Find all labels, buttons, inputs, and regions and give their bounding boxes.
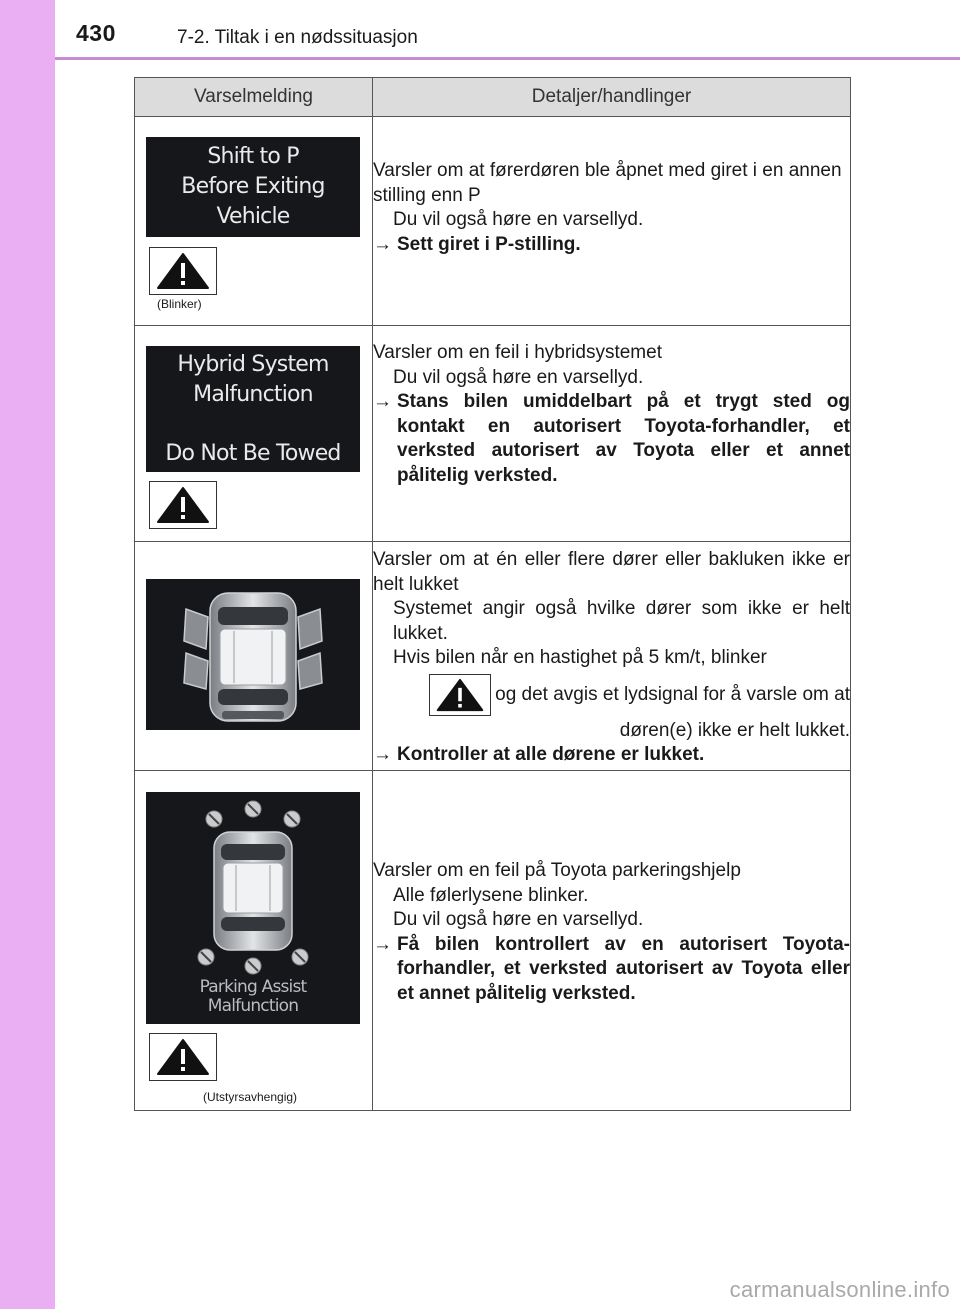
details-cell	[373, 542, 851, 771]
arrow-icon: →	[373, 933, 392, 955]
message-cell	[135, 117, 373, 326]
screen-line: Malfunction	[207, 996, 299, 1016]
warning-light-box	[429, 674, 491, 716]
table-row	[135, 542, 851, 771]
warning-triangle-icon	[156, 252, 210, 290]
screen-line: Malfunction	[193, 382, 313, 407]
warning-triangle-icon	[435, 678, 485, 712]
watermark: carmanualsonline.info	[729, 1277, 950, 1302]
caption-equipment-dependent: (Utstyrsavhengig)	[203, 1090, 298, 1104]
details-cell	[373, 771, 851, 1111]
action-text: Stans bilen umiddelbart på et trygt sted og kontakt en autorisert Toyota-forhandler, et verksted autorisert av Toyota eller et annet pålitelig verksted.	[397, 391, 850, 486]
message-cell	[135, 542, 373, 771]
action-text: Kontroller at alle dørene er lukket.	[397, 744, 705, 766]
detail-text: Hvis bilen når en hastighet på 5 km/t, blinker	[393, 647, 767, 669]
column-header-details: Detaljer/handlinger	[373, 78, 851, 117]
column-header-message: Varselmelding	[135, 78, 373, 117]
message-description: Varsler om at én eller flere dører eller bakluken ikke er helt lukket	[373, 549, 850, 595]
warning-light-box	[149, 481, 217, 529]
arrow-icon: →	[373, 391, 392, 412]
screen-line: Parking Assist	[199, 977, 307, 997]
action-instruction	[373, 933, 850, 1007]
car-doors-open-icon	[146, 579, 360, 730]
screen-line: Before Exiting	[181, 174, 325, 199]
table-row	[135, 326, 851, 542]
action-instruction	[373, 390, 850, 488]
detail-text: Alle følerlysene blinker.	[393, 884, 589, 906]
screen-line: Do Not Be Towed	[165, 441, 341, 466]
action-instruction	[373, 743, 850, 768]
detail-text: Du vil også høre en varsellyd.	[393, 366, 644, 388]
table-row	[135, 771, 851, 1111]
screen-line: Shift to P	[207, 144, 299, 169]
display-screen-shift-to-p	[146, 137, 360, 237]
detail-text: Du vil også høre en varsellyd.	[393, 209, 644, 230]
screen-text-block	[146, 978, 360, 1016]
details-cell	[373, 326, 851, 542]
message-cell	[135, 771, 373, 1111]
message-description: Varsler om en feil i hybridsystemet	[373, 342, 662, 363]
caption-blinking: (Blinker)	[157, 297, 202, 311]
detail-text: og det avgis et lydsignal for å varsle om at døren(e) ikke er helt lukket.	[495, 683, 850, 741]
page-number: 430	[76, 20, 116, 46]
screen-line: Vehicle	[216, 204, 290, 229]
message-description: Varsler om en feil på Toyota parkeringshjelp	[373, 860, 741, 881]
action-instruction	[373, 233, 850, 258]
detail-text: Du vil også høre en varsellyd.	[393, 909, 644, 930]
message-cell	[135, 326, 373, 542]
detail-text: Systemet angir også hvilke dører som ikke er helt lukket.	[393, 598, 850, 644]
screen-line: Hybrid System	[177, 352, 329, 377]
display-screen-door-open	[146, 579, 360, 730]
detail-inline-icon-line	[373, 671, 850, 744]
arrow-icon: →	[373, 744, 392, 766]
display-screen-hybrid-system	[146, 346, 360, 472]
warning-message-table	[134, 77, 851, 1111]
header-divider	[55, 57, 960, 60]
warning-light-box	[149, 1033, 217, 1081]
warning-triangle-icon	[156, 486, 210, 524]
arrow-icon: →	[373, 233, 392, 255]
table-row	[135, 117, 851, 326]
display-screen-parking-assist	[146, 792, 360, 1024]
message-description: Varsler om at førerdøren ble åpnet med giret i en annen stilling enn P	[373, 160, 842, 206]
side-tab-strip	[0, 0, 55, 1309]
action-text: Sett giret i P-stilling.	[397, 233, 581, 255]
details-cell	[373, 117, 851, 326]
warning-triangle-icon	[156, 1038, 210, 1076]
section-title: 7-2. Tiltak i en nødssituasjon	[177, 27, 418, 48]
warning-light-box	[149, 247, 217, 295]
action-text: Få bilen kontrollert av en autorisert Toyota-forhandler, et verksted autorisert av Toyota eller et annet pålitelig verksted.	[397, 933, 850, 1004]
